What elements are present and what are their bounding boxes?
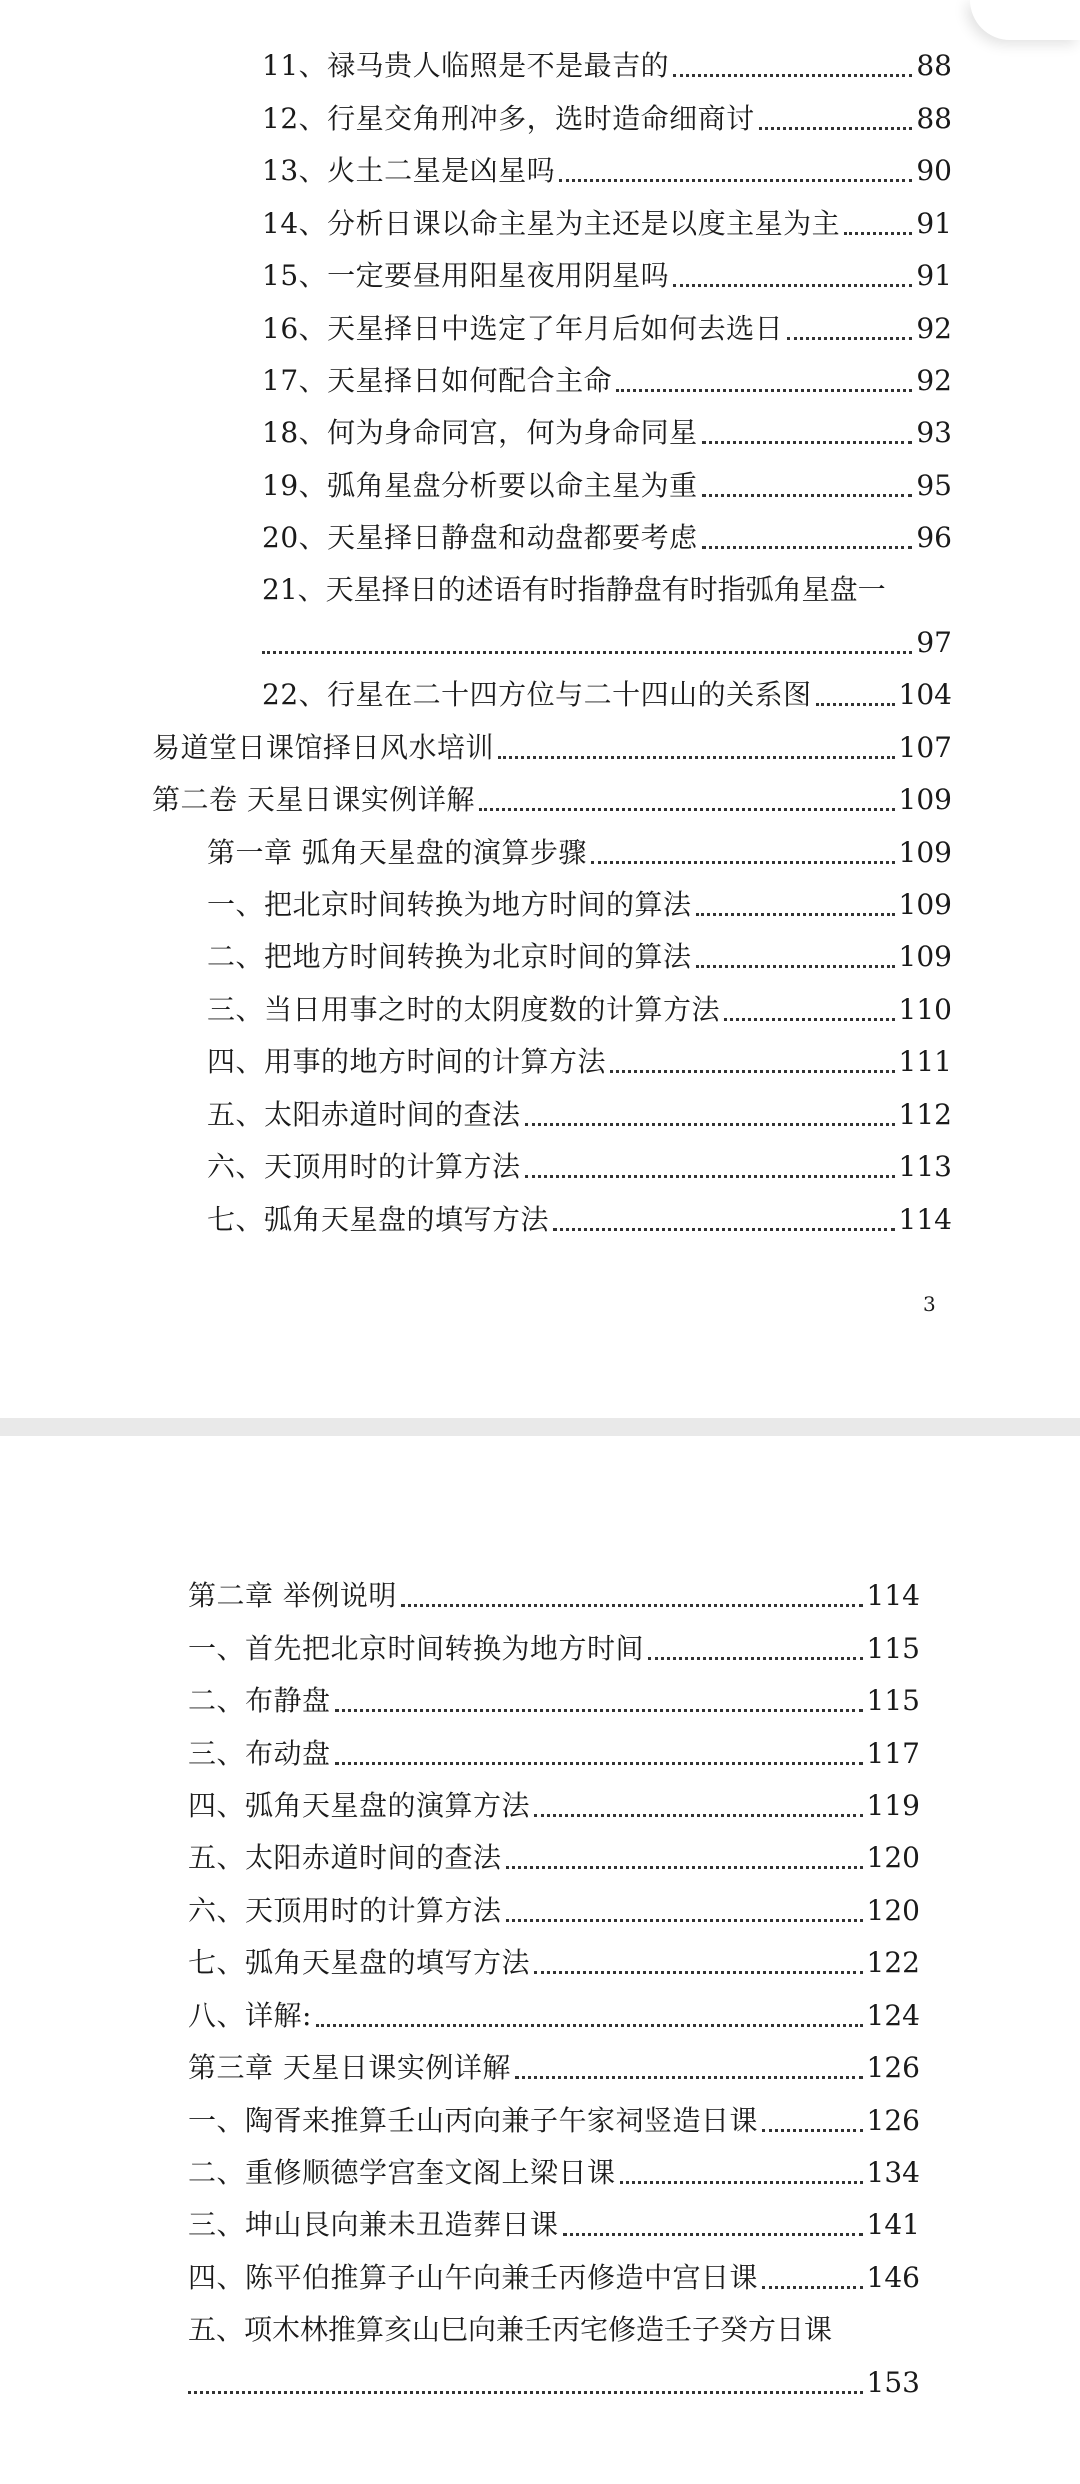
toc-page: 92 xyxy=(916,364,952,397)
toc-page: 97 xyxy=(916,626,952,659)
toc-title: 三、坤山艮向兼未丑造葬日课 xyxy=(188,2208,559,2241)
toc-entry[interactable] xyxy=(188,1736,920,1772)
leader-dots xyxy=(506,1919,863,1922)
leader-dots xyxy=(335,1709,863,1712)
toc-title: 18、何为身命同宫，何为身命同星 xyxy=(262,416,698,449)
leader-dots xyxy=(762,2129,863,2132)
toc-title: 11、禄马贵人临照是不是最吉的 xyxy=(262,49,670,82)
toc-page: 88 xyxy=(916,49,952,82)
toc-title: 第一章 弧角天星盘的演算步骤 xyxy=(207,836,587,869)
leader-dots xyxy=(316,2024,863,2027)
toc-page: 113 xyxy=(898,1150,952,1183)
toc-title: 22、行星在二十四方位与二十四山的关系图 xyxy=(262,678,812,711)
toc-title: 二、布静盘 xyxy=(188,1684,331,1717)
toc-page: 115 xyxy=(866,1684,920,1717)
leader-dots xyxy=(702,546,913,549)
toc-title: 12、行星交角刑冲多，选时造命细商讨 xyxy=(262,102,755,135)
toc-entry[interactable] xyxy=(188,1998,920,2034)
toc-title: 七、弧角天星盘的填写方法 xyxy=(207,1203,550,1236)
toc-entry[interactable] xyxy=(262,258,952,294)
leader-dots xyxy=(553,1228,895,1231)
toc-entry[interactable] xyxy=(262,153,952,189)
toc-title: 13、火土二星是凶星吗 xyxy=(262,154,556,187)
leader-dots xyxy=(525,1123,895,1126)
toc-page: 109 xyxy=(898,888,952,921)
toc-title: 一、首先把北京时间转换为地方时间 xyxy=(188,1632,645,1665)
toc-title: 六、天顶用时的计算方法 xyxy=(207,1150,521,1183)
toc-page: 126 xyxy=(866,2104,920,2137)
toc-page: 91 xyxy=(916,207,952,240)
toc-page: 88 xyxy=(916,102,952,135)
toc-title: 三、布动盘 xyxy=(188,1737,331,1770)
toc-entry[interactable] xyxy=(262,677,952,713)
toc-title: 17、天星择日如何配合主命 xyxy=(262,364,613,397)
toc-title: 五、太阳赤道时间的查法 xyxy=(188,1841,502,1874)
toc-entry[interactable] xyxy=(188,1945,920,1981)
toc-entry[interactable] xyxy=(262,311,952,347)
toc-page: 104 xyxy=(898,678,952,711)
toc-entry[interactable] xyxy=(262,101,952,137)
toc-page: 91 xyxy=(916,259,952,292)
toc-page: 111 xyxy=(898,1045,952,1078)
toc-title: 五、项木林推算亥山巳向兼壬丙宅修造壬子癸方日课 xyxy=(188,2313,833,2346)
toc-page: 93 xyxy=(916,416,952,449)
toc-title: 21、天星择日的述语有时指静盘有时指弧角星盘一 xyxy=(262,573,886,606)
toc-entry[interactable] xyxy=(207,1202,952,1238)
leader-dots xyxy=(525,1175,895,1178)
toc-page: 112 xyxy=(898,1098,952,1131)
toc-entry[interactable] xyxy=(207,835,952,871)
leader-dots xyxy=(844,232,912,235)
toc-title: 一、把北京时间转换为地方时间的算法 xyxy=(207,888,692,921)
toc-page: 90 xyxy=(916,154,952,187)
leader-dots xyxy=(563,2233,863,2236)
toc-entry[interactable] xyxy=(262,468,952,504)
leader-dots xyxy=(188,2391,863,2394)
toc-entry[interactable] xyxy=(207,1044,952,1080)
toc-page: 110 xyxy=(898,993,952,1026)
toc-page: 107 xyxy=(898,731,952,764)
toc-title: 二、把地方时间转换为北京时间的算法 xyxy=(207,940,692,973)
toc-title: 五、太阳赤道时间的查法 xyxy=(207,1098,521,1131)
toc-title: 六、天顶用时的计算方法 xyxy=(188,1894,502,1927)
toc-title: 16、天星择日中选定了年月后如何去选日 xyxy=(262,312,784,345)
toc-entry[interactable] xyxy=(207,1149,952,1185)
toc-entry[interactable] xyxy=(207,1097,952,1133)
toc-entry[interactable] xyxy=(188,2103,920,2139)
leader-dots xyxy=(648,1657,863,1660)
toc-page: 96 xyxy=(916,521,952,554)
leader-dots xyxy=(534,1971,863,1974)
toc-title: 15、一定要昼用阳星夜用阴星吗 xyxy=(262,259,670,292)
toc-page: 92 xyxy=(916,312,952,345)
leader-dots xyxy=(702,494,913,497)
toc-page: 120 xyxy=(866,1894,920,1927)
toc-title: 一、陶胥来推算壬山丙向兼子午家祠竖造日课 xyxy=(188,2104,759,2137)
toc-page: 146 xyxy=(866,2261,920,2294)
leader-dots xyxy=(787,337,912,340)
toc-entry[interactable] xyxy=(188,2260,920,2296)
leader-dots xyxy=(506,1866,863,1869)
leader-dots xyxy=(673,284,912,287)
leader-dots xyxy=(696,913,895,916)
document-page-2 xyxy=(0,1436,1080,2484)
toc-page: 122 xyxy=(866,1946,920,1979)
toc-entry[interactable] xyxy=(188,1578,920,1614)
page-number: 3 xyxy=(923,1292,936,1316)
toc-entry[interactable] xyxy=(207,887,952,923)
leader-dots xyxy=(673,74,912,77)
toc-title: 四、弧角天星盘的演算方法 xyxy=(188,1789,531,1822)
toc-page: 109 xyxy=(898,836,952,869)
page-corner xyxy=(970,0,1080,40)
toc-title: 七、弧角天星盘的填写方法 xyxy=(188,1946,531,1979)
toc-entry[interactable] xyxy=(207,992,952,1028)
toc-title: 八、详解: xyxy=(188,1999,312,2032)
toc-page: 114 xyxy=(866,1579,920,1612)
toc-entry[interactable] xyxy=(262,363,952,399)
toc-entry[interactable] xyxy=(262,206,952,242)
leader-dots xyxy=(724,1018,895,1021)
toc-page: 141 xyxy=(866,2208,920,2241)
leader-dots xyxy=(401,1604,863,1607)
leader-dots xyxy=(620,2181,863,2184)
toc-entry[interactable] xyxy=(207,939,952,975)
leader-dots xyxy=(759,127,913,130)
leader-dots xyxy=(479,808,895,811)
leader-dots xyxy=(534,1814,863,1817)
toc-page: 119 xyxy=(866,1789,920,1822)
toc-entry[interactable] xyxy=(188,1840,920,1876)
toc-page: 109 xyxy=(898,783,952,816)
toc-page: 109 xyxy=(898,940,952,973)
toc-entry-wrapped[interactable] xyxy=(188,2312,832,2348)
toc-entry[interactable] xyxy=(152,730,952,766)
toc-page: 126 xyxy=(866,2051,920,2084)
toc-title: 第二章 举例说明 xyxy=(188,1579,397,1612)
leader-dots xyxy=(816,703,895,706)
toc-title: 四、陈平伯推算子山午向兼壬丙修造中宫日课 xyxy=(188,2261,759,2294)
toc-entry-continuation[interactable] xyxy=(188,2365,920,2401)
leader-dots xyxy=(616,389,912,392)
toc-entry[interactable] xyxy=(262,48,952,84)
toc-page: 120 xyxy=(866,1841,920,1874)
toc-entry[interactable] xyxy=(188,2050,920,2086)
toc-entry-wrapped[interactable] xyxy=(262,572,886,608)
toc-entry[interactable] xyxy=(262,520,952,556)
toc-title: 14、分析日课以命主星为主还是以度主星为主 xyxy=(262,207,841,240)
toc-entry[interactable] xyxy=(188,2155,920,2191)
toc-page: 115 xyxy=(866,1632,920,1665)
leader-dots xyxy=(702,441,913,444)
leader-dots xyxy=(696,965,895,968)
toc-entry[interactable] xyxy=(188,1893,920,1929)
toc-page: 117 xyxy=(866,1737,920,1770)
toc-page: 153 xyxy=(866,2366,920,2399)
toc-entry[interactable] xyxy=(188,1683,920,1719)
leader-dots xyxy=(498,756,895,759)
toc-entry[interactable] xyxy=(188,1788,920,1824)
leader-dots xyxy=(559,179,912,182)
toc-entry[interactable] xyxy=(152,782,952,818)
toc-page: 114 xyxy=(898,1203,952,1236)
leader-dots xyxy=(335,1762,863,1765)
toc-title: 20、天星择日静盘和动盘都要考虑 xyxy=(262,521,698,554)
leader-dots xyxy=(610,1070,895,1073)
leader-dots xyxy=(762,2286,863,2289)
toc-entry[interactable] xyxy=(188,2207,920,2243)
leader-dots xyxy=(591,861,895,864)
toc-page: 95 xyxy=(916,469,952,502)
toc-page: 134 xyxy=(866,2156,920,2189)
toc-title: 三、当日用事之时的太阴度数的计算方法 xyxy=(207,993,721,1026)
toc-entry[interactable] xyxy=(262,415,952,451)
toc-title: 19、弧角星盘分析要以命主星为重 xyxy=(262,469,698,502)
toc-title: 易道堂日课馆择日风水培训 xyxy=(152,731,495,764)
toc-title: 第三章 天星日课实例详解 xyxy=(188,2051,511,2084)
leader-dots xyxy=(515,2076,863,2079)
toc-title: 四、用事的地方时间的计算方法 xyxy=(207,1045,607,1078)
toc-entry[interactable] xyxy=(188,1631,920,1667)
leader-dots xyxy=(262,651,912,654)
toc-title: 第二卷 天星日课实例详解 xyxy=(152,783,475,816)
toc-entry-continuation[interactable] xyxy=(262,625,952,661)
toc-title: 二、重修顺德学宫奎文阁上梁日课 xyxy=(188,2156,616,2189)
toc-page: 124 xyxy=(866,1999,920,2032)
